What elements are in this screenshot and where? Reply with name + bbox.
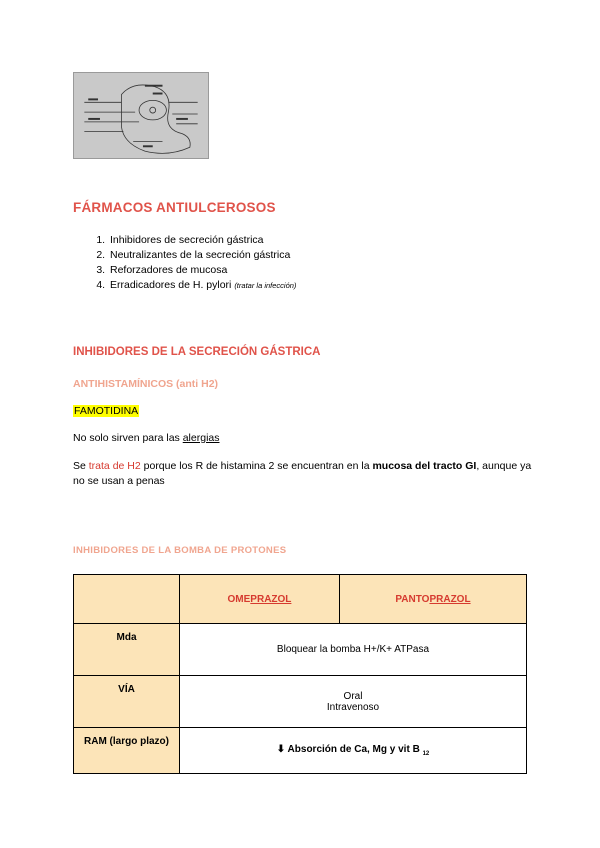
route-cell: Oral Intravenoso [180, 676, 527, 728]
section-subtitle: ANTIHISTAMÍNICOS (anti H2) [73, 378, 219, 390]
alergias-link: alergias [182, 432, 220, 444]
row-label-via: VÍA [74, 676, 180, 728]
table-row [74, 728, 527, 774]
bold-text: mucosa del tracto GI [372, 460, 477, 472]
stomach-diagram-image [74, 73, 208, 158]
down-arrow-icon: ⬇ [276, 744, 286, 755]
main-title: FÁRMACOS ANTIULCEROSOS [73, 200, 276, 215]
list-item: 1. Inhibidores de secreción gástrica [108, 233, 296, 248]
stomach-diagram [73, 72, 209, 159]
ppi-title: INHIBIDORES DE LA BOMBA DE PROTONES [73, 545, 287, 556]
mechanism-cell: Bloquear la bomba H+/K+ ATPasa [180, 624, 527, 676]
table-corner-cell [74, 575, 180, 624]
list-item: 3. Reforzadores de mucosa [108, 263, 296, 278]
table-row [74, 676, 527, 728]
paragraph-h2: Se trata de H2 porque los R de histamina 2 se encuentran en la mucosa del tracto GI, aunque ya no se usan a penas [73, 460, 532, 487]
drug-class-list [73, 233, 296, 293]
section-title: INHIBIDORES DE LA SECRECIÓN GÁSTRICA [73, 346, 321, 358]
red-text: trata de H2 [88, 460, 141, 472]
table-row [74, 624, 527, 676]
list-item-note: (tratar la infección) [234, 281, 297, 290]
list-item: 2. Neutralizantes de la secreción gástrica [108, 248, 296, 263]
row-label-ram: RAM (largo plazo) [74, 728, 180, 774]
paragraph-alergias: No solo sirven para las alergias [73, 432, 220, 444]
table-header-row [74, 575, 527, 624]
drug-name-highlight: FAMOTIDINA [74, 405, 139, 417]
drug-omeprazol: OMEPRAZOL [180, 575, 340, 624]
adverse-effects-cell: ⬇ Absorción de Ca, Mg y vit B $_{12}$ [180, 728, 527, 774]
list-item: 4. Erradicadores de H. pylori (tratar la infección) [108, 278, 296, 293]
ppi-table [73, 574, 527, 774]
drug-pantoprazol: PANTOPRAZOL [339, 575, 526, 624]
row-label-mda: Mda [74, 624, 180, 676]
